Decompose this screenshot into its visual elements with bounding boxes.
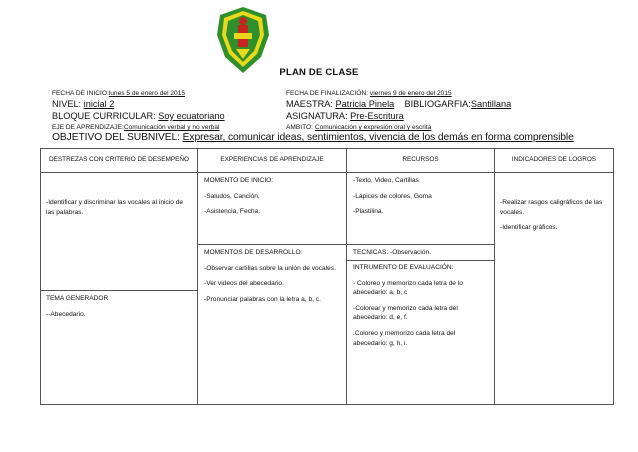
- fecha-fin-value: viernes 9 de enero del 2015: [369, 90, 452, 97]
- bloque-value: Soy ecuatoriano: [158, 111, 225, 121]
- bloque-row: [52, 111, 225, 121]
- tema-value: --Abecedario.: [46, 310, 86, 318]
- instrumento-title: INTRUMENTO DE EVALUACIÓN:: [353, 264, 454, 271]
- momento-desarrollo-title: MOMENTOS DE DESARROLLO:: [204, 249, 303, 256]
- recursos-item: -Plastilina.: [353, 208, 384, 216]
- fecha-fin-row: [286, 90, 452, 97]
- recursos-item: -Lápices de colores, Goma: [353, 192, 432, 200]
- maestra-label: MAESTRA:: [286, 99, 333, 109]
- row-divider-experiencias: [197, 244, 347, 245]
- header-destrezas: DESTREZAS CON CRITERIO DE DESEMPEÑO: [49, 156, 189, 163]
- table-border-left: [40, 148, 41, 405]
- momento-desarrollo-cell: [204, 248, 342, 310]
- bloque-label: BLOQUE CURRICULAR:: [52, 111, 156, 121]
- row-divider-recursos: [346, 244, 495, 245]
- destrezas-cell: [46, 198, 190, 223]
- ambito-row: [286, 124, 431, 131]
- indicadores-item: -Identificar gráficos.: [500, 224, 558, 232]
- instrumento-item: -Colorear y memorizo cada letra del abecedario: d, e, f.: [353, 304, 458, 322]
- bibliografia-value: Santillana: [470, 99, 512, 109]
- instrumento-cell: [353, 263, 489, 354]
- momento-inicio-title: MOMENTO DE INICIO:: [204, 177, 274, 184]
- destrezas-text: -Identificar y discriminar las vocales al inicio de las palabras.: [46, 199, 184, 216]
- objetivo-value: Expresar, comunicar ideas, sentimientos, vivencia de los demás en forma comprensible: [182, 132, 574, 143]
- tecnicas-text: TECNICAS: -Observación.: [353, 249, 432, 256]
- fecha-fin-label: FECHA DE FINALIZACIÓN:: [286, 90, 369, 97]
- page-title: PLAN DE CLASE: [279, 67, 359, 78]
- instrumento-item: - Coloreo y memorizo cada letra de lo abecedario: a, b, c: [353, 279, 463, 297]
- tema-label: TEMA GENERADOR: [46, 295, 109, 302]
- ambito-value: Comunicación y expresión oral y escrita: [314, 124, 432, 131]
- eje-label: EJE DE APRENDIZAJE:: [52, 124, 124, 131]
- maestra-value: Patricia Pinela: [335, 99, 395, 109]
- row-divider-destrezas: [40, 290, 198, 291]
- header-recursos: RECURSOS: [402, 156, 439, 163]
- col-divider-2: [346, 148, 347, 405]
- nivel-label: NIVEL:: [52, 99, 82, 109]
- fecha-inicio-label: FECHA DE INICIO:: [52, 90, 109, 97]
- table-border-top: [40, 148, 614, 149]
- recursos-item: -Texto, Video, Cartillas: [353, 177, 419, 184]
- header-experiencias: EXPERIENCIAS DE APRENDIZAJE: [220, 156, 324, 163]
- momento-inicio-item: -Asistencia, Fecha.: [204, 208, 261, 216]
- eje-row: [52, 124, 220, 131]
- momento-inicio-item: -Saludos, Canción,: [204, 192, 260, 200]
- maestra-row: [286, 99, 511, 109]
- table-header-divider: [40, 172, 614, 173]
- eje-value: Comunicación verbal y no verbal: [123, 124, 220, 131]
- nivel-row: [52, 99, 114, 109]
- tecnicas-cell: [353, 248, 489, 264]
- indicadores-item: -Realizar rasgos caligráficos de las vocales.: [500, 199, 603, 216]
- table-border-right: [613, 148, 614, 405]
- table-border-bottom: [40, 404, 614, 405]
- indicadores-cell: [500, 198, 608, 239]
- momento-desarrollo-item: -Pronunciar palabras con la letra a, b, c.: [204, 295, 321, 303]
- recursos-cell: [353, 176, 489, 223]
- momento-desarrollo-item: -Observar cartillas sobre la unión de vocales.: [204, 264, 336, 272]
- momento-inicio-cell: [204, 176, 342, 223]
- header-indicadores: INDICADORES DE LOGROS: [511, 156, 597, 163]
- fecha-inicio-row: [52, 90, 185, 97]
- instrumento-item: .Coloreo y memorizo cada letra del abecedario: g, h, i.: [353, 329, 456, 347]
- tema-cell: [46, 294, 190, 325]
- objetivo-label: OBJETIVO DEL SUBNIVEL:: [52, 132, 180, 143]
- col-divider-3: [494, 148, 495, 405]
- objetivo-row: [52, 132, 574, 143]
- asignatura-label: ASIGNATURA:: [286, 111, 348, 121]
- nivel-value: inicial 2: [83, 99, 115, 109]
- bibliografia-label: BIBLIOGARFIA:: [404, 99, 471, 109]
- col-divider-1: [197, 148, 198, 405]
- momento-desarrollo-item: -Ver videos del abecedario.: [204, 280, 284, 288]
- asignatura-row: [286, 111, 404, 121]
- school-logo: [214, 5, 272, 75]
- ambito-label: AMBITO:: [286, 124, 313, 131]
- fecha-inicio-value: lunes 5 de enero del 2015: [108, 90, 186, 97]
- asignatura-value: Pre-Escritura: [350, 111, 404, 121]
